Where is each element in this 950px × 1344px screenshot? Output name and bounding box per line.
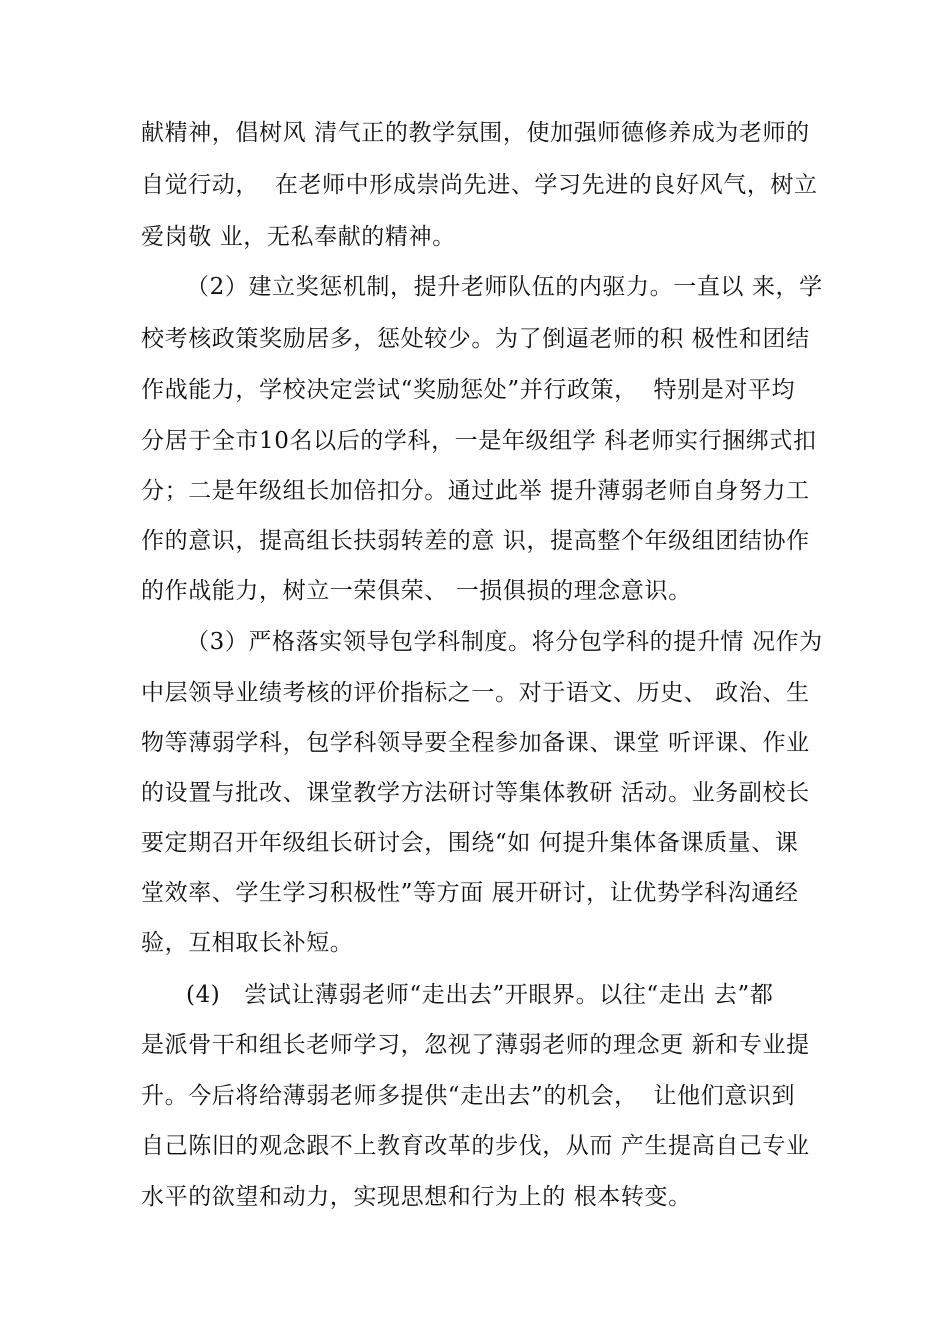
text-line: 水平的欲望和动力，实现思想和行为上的 根本转变。	[141, 1184, 692, 1210]
text-line: 分居于全市10名以后的学科，一是年级组学 科老师实行捆绑式扣	[141, 428, 817, 454]
text-line: 验，互相取长补短。	[141, 930, 354, 956]
text-line: 自己陈旧的观念跟不上教育改革的步伐，从而 产生提高自己专业	[141, 1133, 810, 1159]
text-line: 爱岗敬 业，无私奉献的精神。	[141, 224, 456, 250]
text-line: 的设置与批改、课堂教学方法研讨等集体教研 活动。业务副校长	[141, 780, 810, 806]
text-line: 要定期召开年级组长研讨会，围绕“如 何提升集体备课质量、课	[141, 830, 799, 856]
text-line: 作战能力，学校决定尝试“奖励惩处”并行政策， 特别是对平均	[141, 377, 796, 403]
text-line: 自觉行动， 在老师中形成崇尚先进、学习先进的良好风气，树立	[141, 172, 818, 198]
text-line: 物等薄弱学科，包学科领导要全程参加备课、课堂 听评课、作业	[141, 730, 810, 756]
text-line: 的作战能力，树立一荣俱荣、 一损俱损的理念意识。	[141, 578, 692, 604]
text-line: 校考核政策奖励居多，惩处较少。为了倒逼老师的积 极性和团结	[141, 326, 810, 352]
paragraph-2-first-line: （2）建立奖惩机制，提升老师队伍的内驱力。一直以 来，学	[186, 274, 823, 300]
text-line: 献精神，倡树风 清气正的教学氛围，使加强师德修养成为老师的	[141, 120, 810, 146]
text-line: 升。今后将给薄弱老师多提供“走出去”的机会， 让他们意识到	[141, 1083, 796, 1109]
paragraph-4-first-line: (4) 尝试让薄弱老师“走出去”开眼界。以往“走出 去”都	[186, 982, 774, 1008]
text-line: 堂效率、学生学习积极性”等方面 展开研讨，让优势学科沟通经	[141, 880, 799, 906]
text-line: 分；二是年级组长加倍扣分。通过此举 提升薄弱老师自身努力工	[141, 478, 810, 504]
text-line: 作的意识，提高组长扶弱转差的意 识，提高整个年级组团结协作	[141, 528, 810, 554]
text-line: 是派骨干和组长老师学习，忽视了薄弱老师的理念更 新和专业提	[141, 1032, 810, 1058]
text-line: 中层领导业绩考核的评价指标之一。对于语文、历史、 政治、生	[141, 680, 810, 706]
paragraph-3-first-line: （3）严格落实领导包学科制度。将分包学科的提升情 况作为	[186, 629, 823, 655]
